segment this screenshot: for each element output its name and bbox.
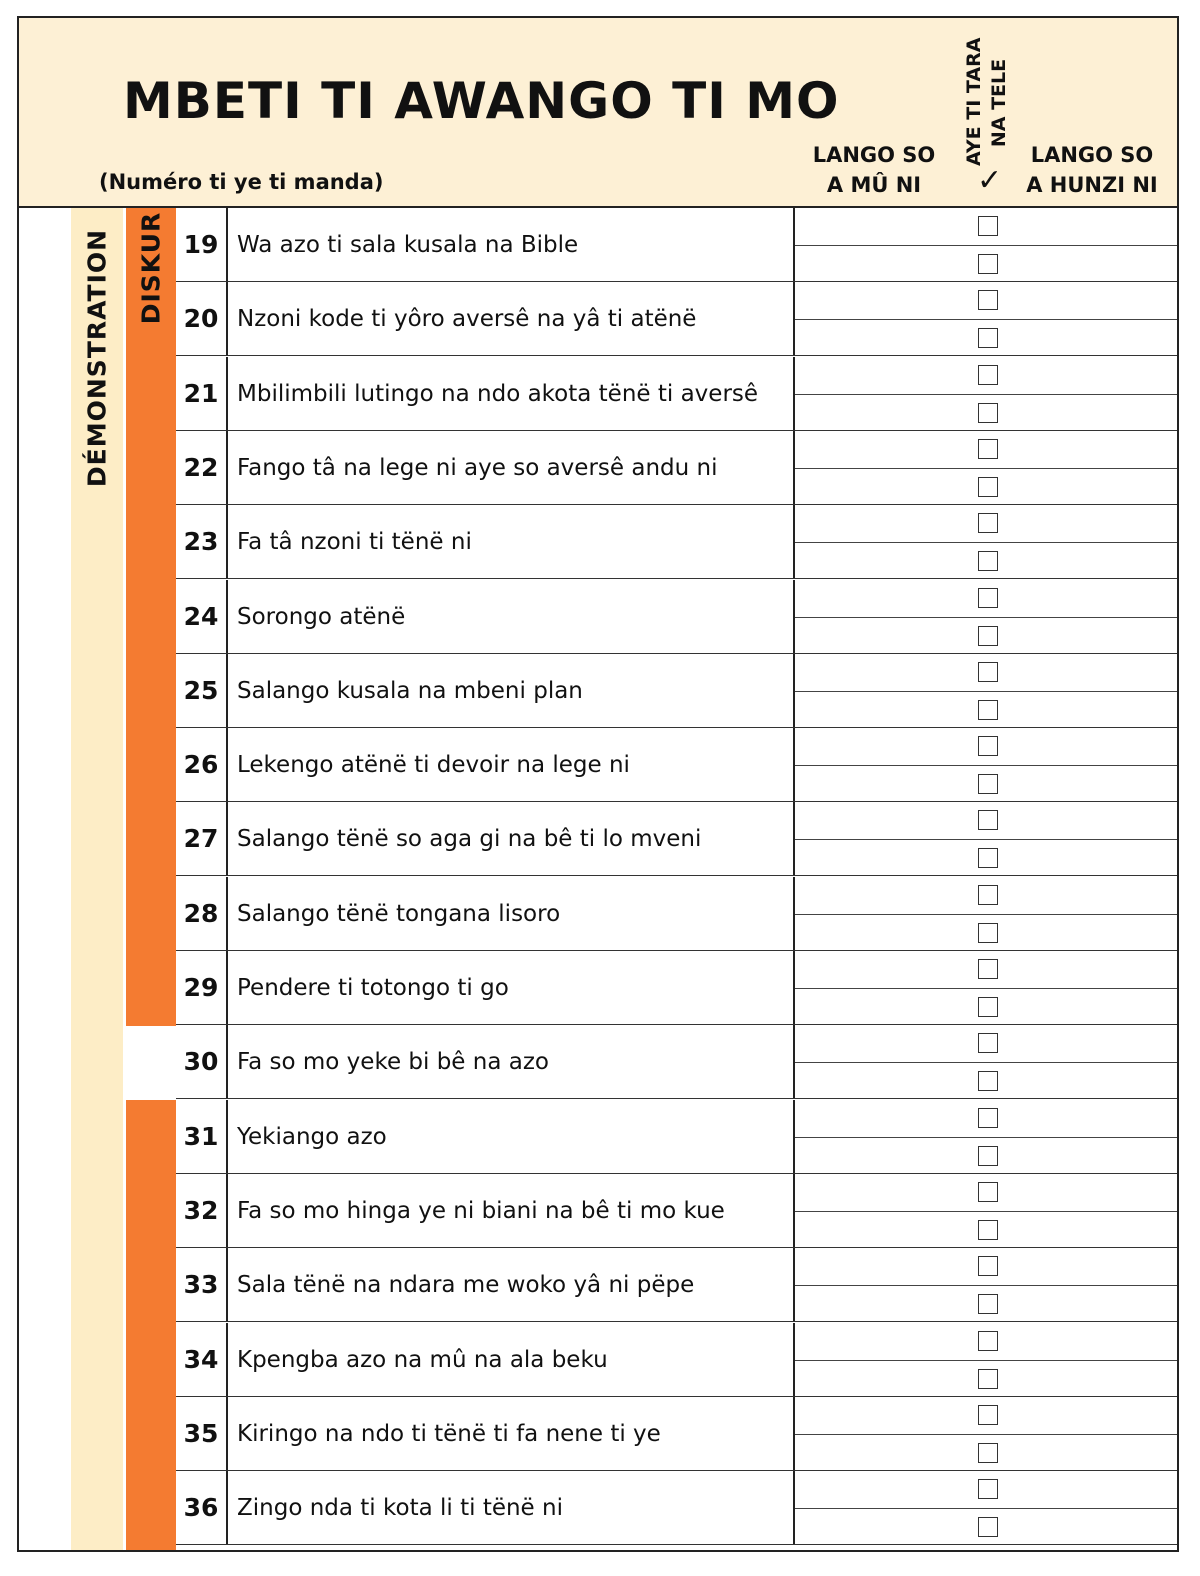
lesson-title: Salango tënë tongana lisoro [237, 900, 561, 927]
row-midline [795, 617, 1179, 618]
exercise-checkbox[interactable] [978, 403, 998, 423]
exercise-checkbox[interactable] [978, 1146, 998, 1166]
exercise-checkbox[interactable] [978, 1220, 998, 1240]
row-midline [795, 1062, 1179, 1063]
lesson-row [176, 654, 1179, 728]
lesson-title: Fa so mo hinga ye ni biani na bê ti mo kue [237, 1197, 725, 1224]
exercise-checkbox[interactable] [978, 626, 998, 646]
lesson-title: Salango tënë so aga gi na bê ti lo mveni [237, 826, 702, 853]
lesson-row [176, 728, 1179, 802]
row-midline [795, 988, 1179, 989]
sheet-header [19, 18, 1177, 208]
exercise-checkbox[interactable] [978, 885, 998, 905]
lesson-number: 35 [176, 1397, 228, 1470]
lesson-number: 32 [176, 1174, 228, 1247]
lesson-row [176, 1025, 1179, 1099]
exercise-checkbox[interactable] [978, 848, 998, 868]
lesson-number: 31 [176, 1100, 228, 1173]
lesson-number: 20 [176, 282, 228, 355]
column-header-start-line-2: A MÛ NI [826, 173, 922, 197]
lesson-number: 30 [176, 1025, 228, 1098]
row-midline [795, 765, 1179, 766]
column-header-end-date [1017, 140, 1167, 200]
row-midline [795, 691, 1179, 692]
exercise-checkbox[interactable] [978, 997, 998, 1017]
column-header-start-line-1: LANGO SO [812, 143, 936, 167]
diskur-band-lower [126, 1100, 176, 1552]
page-subtitle: (Numéro ti ye ti manda) [99, 170, 384, 194]
exercise-checkbox[interactable] [978, 1071, 998, 1091]
lesson-row [176, 1100, 1179, 1174]
lesson-title: Yekiango azo [237, 1123, 387, 1150]
exercise-checkbox[interactable] [978, 290, 998, 310]
lesson-row [176, 802, 1179, 876]
lesson-number: 23 [176, 505, 228, 578]
lesson-title: Kiringo na ndo ti tënë ti fa nene ti ye [237, 1420, 661, 1447]
row-midline [795, 839, 1179, 840]
exercise-checkbox[interactable] [978, 1405, 998, 1425]
exercise-checkbox[interactable] [978, 1443, 998, 1463]
lesson-number: 33 [176, 1248, 228, 1321]
exercise-checkbox[interactable] [978, 1479, 998, 1499]
lesson-number: 19 [176, 208, 228, 281]
exercise-checkbox[interactable] [978, 1033, 998, 1053]
column-header-end-line-1: LANGO SO [1030, 143, 1154, 167]
exercise-checkbox[interactable] [978, 1108, 998, 1128]
row-midline [795, 394, 1179, 395]
lesson-row [176, 1397, 1179, 1471]
lesson-row [176, 580, 1179, 654]
lesson-title: Salango kusala na mbeni plan [237, 677, 583, 704]
lesson-title: Lekengo atënë ti devoir na lege ni [237, 752, 630, 779]
lesson-row [176, 357, 1179, 431]
lesson-title: Wa azo ti sala kusala na Bible [237, 232, 579, 258]
lesson-number: 22 [176, 431, 228, 504]
exercise-checkbox[interactable] [978, 700, 998, 720]
lesson-row [176, 951, 1179, 1025]
column-header-start-date [799, 140, 949, 200]
column-header-exercise [959, 37, 1015, 166]
lesson-number: 28 [176, 877, 228, 950]
row-midline [795, 1508, 1179, 1509]
exercise-checkbox[interactable] [978, 662, 998, 682]
exercise-checkbox[interactable] [978, 1517, 998, 1537]
row-midline [795, 1211, 1179, 1212]
row-midline [795, 319, 1179, 320]
exercise-checkbox[interactable] [978, 1369, 998, 1389]
row-midline [795, 914, 1179, 915]
lesson-number: 36 [176, 1471, 228, 1544]
lesson-number: 34 [176, 1323, 228, 1396]
row-midline [795, 1360, 1179, 1361]
lesson-row [176, 505, 1179, 579]
lesson-row [176, 877, 1179, 951]
exercise-checkbox[interactable] [978, 551, 998, 571]
exercise-checkbox[interactable] [978, 1331, 998, 1351]
lesson-title: Fa tâ nzoni ti tënë ni [237, 529, 472, 556]
exercise-checkbox[interactable] [978, 923, 998, 943]
exercise-checkbox[interactable] [978, 439, 998, 459]
column-header-exercise-line-2: NA TELE [988, 58, 1010, 148]
demonstration-band [71, 208, 123, 1552]
lesson-title: Nzoni kode ti yôro aversê na yâ ti atënë [237, 306, 697, 333]
lesson-row [176, 431, 1179, 505]
column-header-exercise-line-1: AYE TI TARA [963, 37, 985, 166]
exercise-checkbox[interactable] [978, 959, 998, 979]
lesson-number: 29 [176, 951, 228, 1024]
exercise-checkbox[interactable] [978, 1294, 998, 1314]
lesson-title: Kpengba azo na mû na ala beku [237, 1346, 608, 1373]
exercise-checkbox[interactable] [978, 736, 998, 756]
exercise-checkbox[interactable] [978, 588, 998, 608]
lesson-title: Zingo nda ti kota li ti tënë ni [237, 1495, 563, 1522]
row-midline [795, 1285, 1179, 1286]
lesson-number: 27 [176, 802, 228, 875]
lesson-row [176, 208, 1179, 282]
lesson-row [176, 282, 1179, 356]
lesson-row [176, 1323, 1179, 1397]
row-midline [795, 1434, 1179, 1435]
exercise-checkbox[interactable] [978, 365, 998, 385]
row-midline [795, 468, 1179, 469]
exercise-checkbox[interactable] [978, 216, 998, 236]
exercise-checkbox[interactable] [978, 810, 998, 830]
row-midline [795, 1137, 1179, 1138]
column-header-end-line-2: A HUNZI NI [1026, 173, 1158, 197]
lesson-title: Sala tënë na ndara me woko yâ ni pëpe [237, 1272, 695, 1299]
lesson-number: 24 [176, 580, 228, 653]
lesson-title: Sorongo atënë [237, 603, 406, 630]
assignment-sheet [17, 16, 1179, 1552]
lesson-title: Mbilimbili lutingo na ndo akota tënë ti aversê [237, 380, 759, 407]
lesson-title: Pendere ti totongo ti go [237, 975, 509, 1001]
exercise-checkbox[interactable] [978, 1182, 998, 1202]
lesson-row [176, 1174, 1179, 1248]
lesson-number: 25 [176, 654, 228, 727]
diskur-band [126, 208, 176, 1026]
diskur-label: DISKUR [136, 211, 166, 325]
lesson-title: Fa so mo yeke bi bê na azo [237, 1049, 549, 1076]
lesson-row [176, 1248, 1179, 1322]
row-midline [795, 245, 1179, 246]
check-mark-icon: ✓ [977, 163, 1003, 198]
lesson-row [176, 1471, 1179, 1545]
lesson-number: 26 [176, 728, 228, 801]
lesson-title: Fango tâ na lege ni aye so aversê andu ni [237, 454, 718, 481]
exercise-checkbox[interactable] [978, 254, 998, 274]
exercise-checkbox[interactable] [978, 513, 998, 533]
exercise-checkbox[interactable] [978, 328, 998, 348]
demonstration-label: DÉMONSTRATION [82, 228, 112, 488]
exercise-checkbox[interactable] [978, 1256, 998, 1276]
exercise-checkbox[interactable] [978, 774, 998, 794]
lesson-number: 21 [176, 357, 228, 430]
row-midline [795, 542, 1179, 543]
exercise-checkbox[interactable] [978, 477, 998, 497]
page-title: MBETI TI AWANGO TI MO [123, 72, 840, 130]
